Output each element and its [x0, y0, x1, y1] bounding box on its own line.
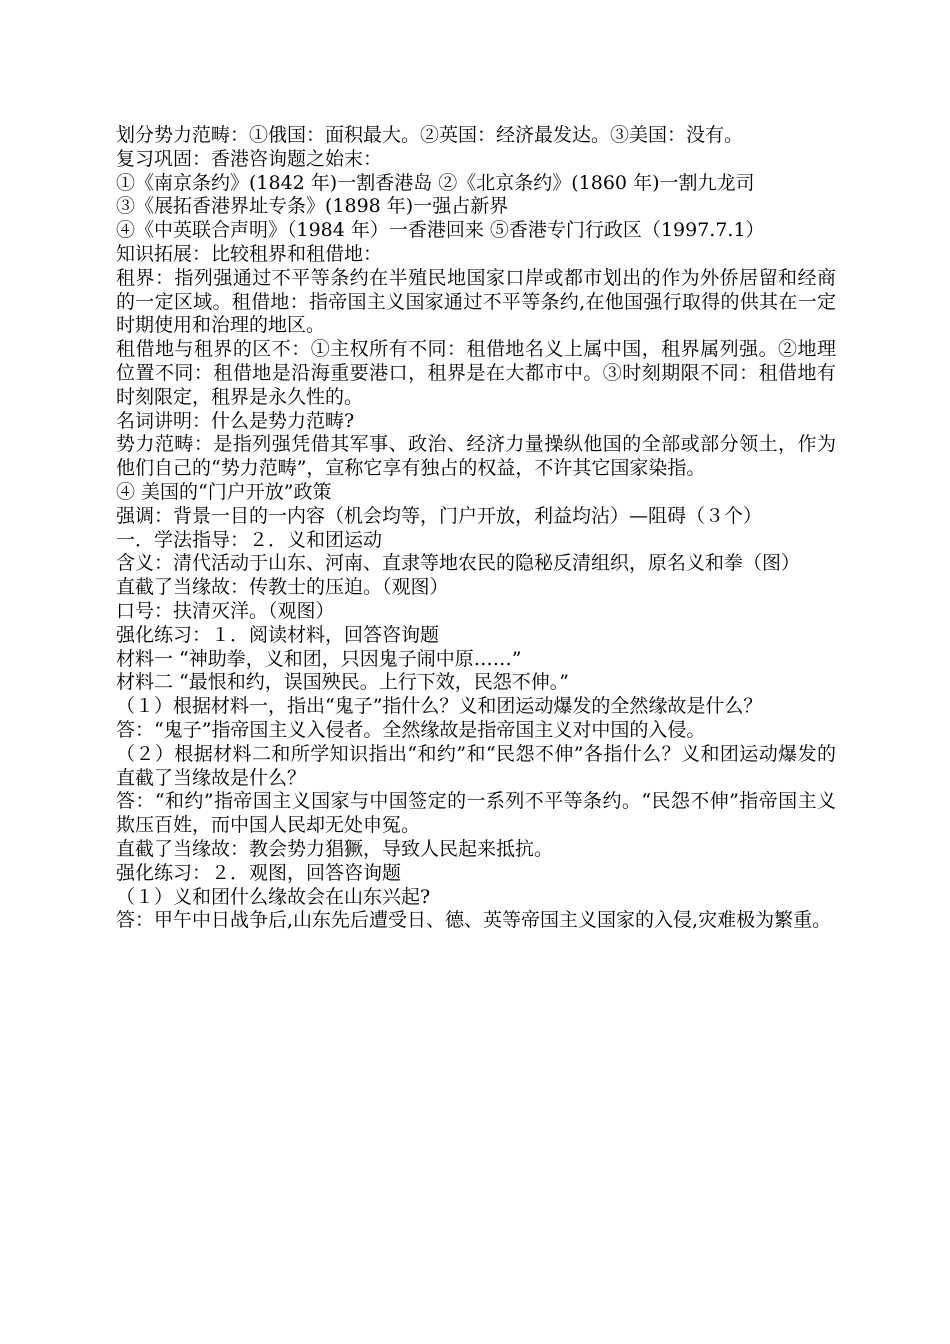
document-page: [116, 124, 836, 933]
paragraph: 答：甲午中日战争后,山东先后遭受日、德、英等帝国主义国家的入侵,灾难极为繁重。: [116, 909, 832, 932]
paragraph: （１）根据材料一，指出“鬼子”指什么？义和团运动爆发的全然缘故是什么？: [116, 695, 763, 718]
paragraph: ①《南京条约》(1842 年)一割香港岛 ②《北京条约》(1860 年)一割九龙司: [116, 171, 755, 194]
paragraph: ④ 美国的“门户开放”政策: [116, 480, 332, 503]
paragraph: 复习巩固：香港咨询题之始末：: [116, 147, 383, 170]
paragraph: 强化练习：２．观图，回答咨询题: [116, 861, 402, 884]
paragraph: 强化练习：１．阅读材料，回答咨询题: [116, 623, 440, 646]
paragraph: 材料一 “神助拳，义和团，只因鬼子闹中原……”: [116, 647, 522, 670]
paragraph: 知识拓展：比较租界和租借地：: [116, 242, 383, 265]
paragraph: 直截了当缘故：传教士的压迫。（观图）: [116, 576, 449, 599]
paragraph: 答：“鬼子”指帝国主义入侵者。全然缘故是指帝国主义对中国的入侵。: [116, 718, 706, 741]
paragraph: 含义：清代活动于山东、河南、直隶等地农民的隐秘反清组织，原名义和拳（图）: [116, 552, 801, 575]
paragraph: 势力范畴：是指列强凭借其军事、政治、经济力量操纵他国的全部或部分领土，作为他们自己的“势力范畴”，宣称它享有独占的权益，不许其它国家染指。: [116, 433, 836, 480]
paragraph: 材料二 “最恨和约，误国殃民。上行下效，民怨不伸。”: [116, 671, 569, 694]
paragraph: 一．学法指导：２．义和团运动: [116, 528, 383, 551]
paragraph: 直截了当缘故：教会势力猖獗，导致人民起来抵抗。: [116, 837, 554, 860]
paragraph: ③《展拓香港界址专条》(1898 年)一强占新界: [116, 195, 509, 218]
paragraph: （１）义和团什么缘故会在山东兴起?: [116, 885, 431, 908]
paragraph: 租界：指列强通过不平等条约在半殖民地国家口岸或都市划出的作为外侨居留和经商的一定区域。租借地：指帝国主义国家通过不平等条约,在他国强行取得的供其在一定时期使用和治理的地区。: [116, 266, 836, 337]
paragraph: 名词讲明：什么是势力范畴?: [116, 409, 355, 432]
paragraph: （２）根据材料二和所学知识指出“和约”和“民怨不伸”各指什么？义和团运动爆发的直截了当缘故是什么？: [116, 742, 836, 789]
paragraph: ④《中英联合声明》（1984 年）一香港回来 ⑤香港专门行政区（1997.7.1）: [116, 219, 765, 242]
paragraph: 租借地与租界的区不：①主权所有不同：租借地名义上属中国，租界属列强。②地理位置不同：租借地是沿海重要港口，租界是在大都市中。③时刻期限不同：租借地有时刻限定，租界是永久性的。: [116, 338, 836, 408]
paragraph: 划分势力范畴：①俄国：面积最大。②英国：经济最发达。③美国：没有。: [116, 124, 744, 146]
paragraph: 答：“和约”指帝国主义国家与中国签定的一系列不平等条约。“民怨不伸”指帝国主义欺压百姓，而中国人民却无处申冤。: [116, 790, 836, 837]
paragraph: 口号：扶清灭洋。（观图）: [116, 599, 335, 622]
paragraph: 强调：背景一目的一内容（机会均等，门户开放，利益均沾）—阻碍（３个）: [116, 504, 763, 527]
